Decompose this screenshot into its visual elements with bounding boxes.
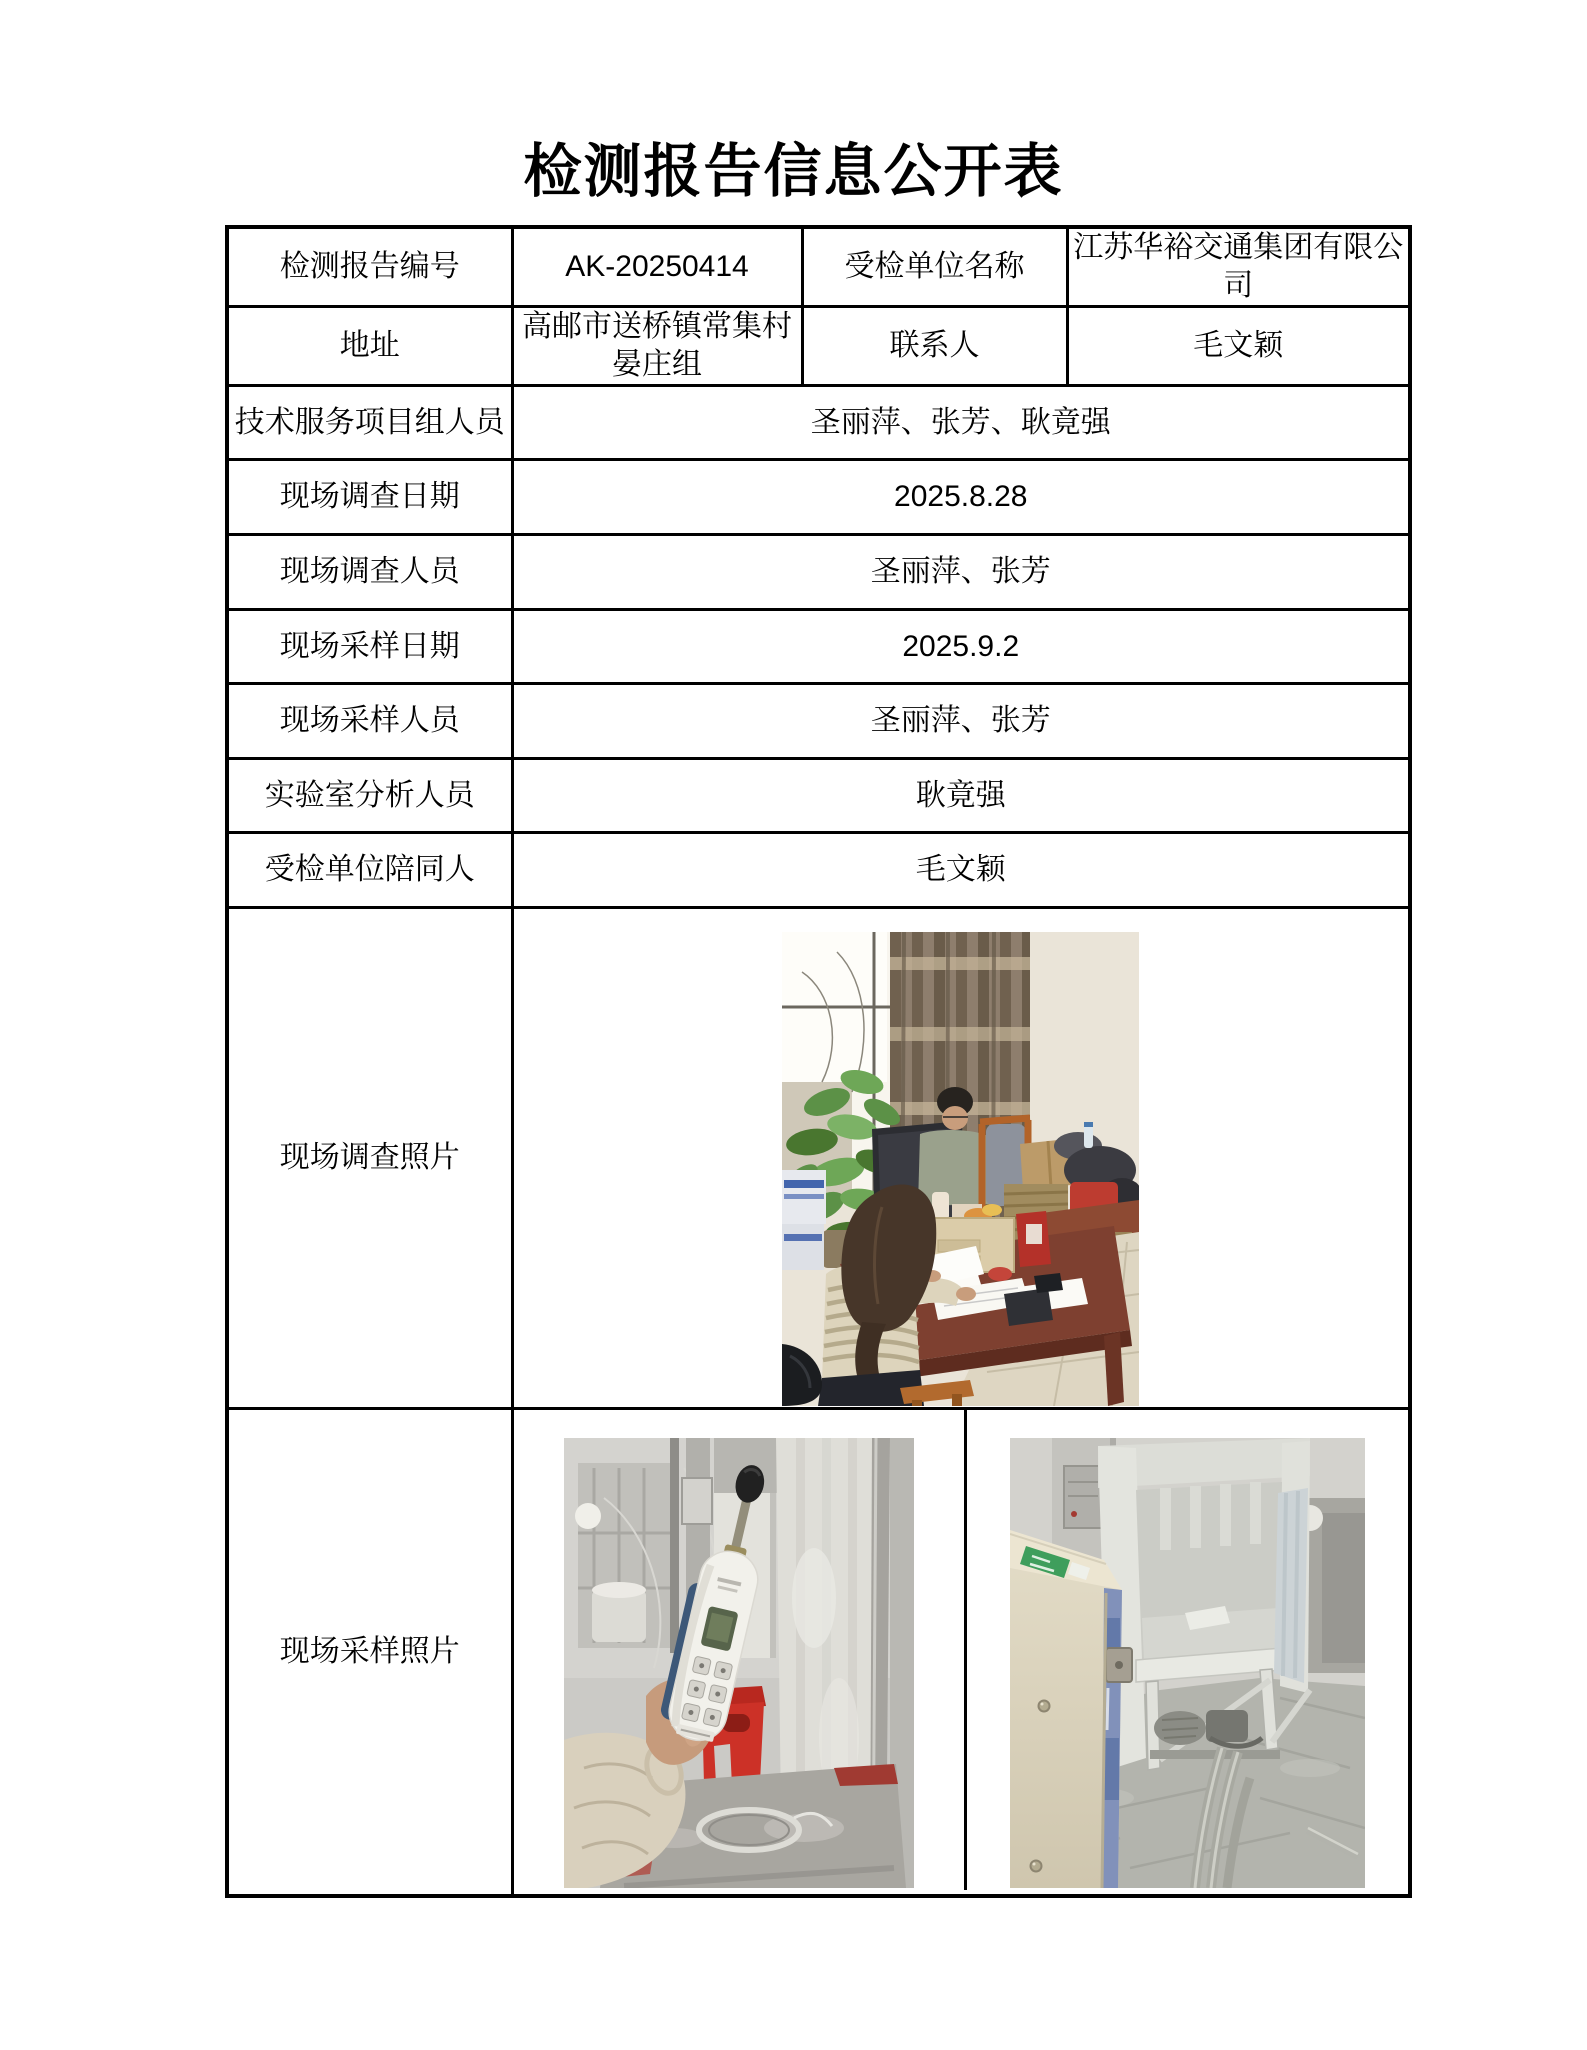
sampling-photo-right: [1010, 1438, 1365, 1888]
sampling-photo-label: 现场采样照片: [227, 1409, 512, 1896]
survey-staff-label: 现场调查人员: [227, 535, 512, 610]
contact-value: 毛文颖: [1067, 307, 1410, 386]
report-number-value: AK-20250414: [512, 227, 802, 307]
table-row: [227, 684, 1410, 759]
lab-analyst-label: 实验室分析人员: [227, 759, 512, 833]
table-row: [227, 535, 1410, 610]
report-info-table: [225, 225, 1412, 1898]
table-row: [227, 227, 1410, 307]
sampling-date-label: 现场采样日期: [227, 610, 512, 684]
sampling-staff-label: 现场采样人员: [227, 684, 512, 759]
sampling-photo-right-pane: [964, 1410, 1409, 1890]
accompanying-person-label: 受检单位陪同人: [227, 833, 512, 908]
survey-date-label: 现场调查日期: [227, 460, 512, 535]
table-row: [227, 460, 1410, 535]
project-team-value: 圣丽萍、张芳、耿竟强: [512, 386, 1410, 460]
accompanying-person-value: 毛文颖: [512, 833, 1410, 908]
inspected-unit-label: 受检单位名称: [802, 227, 1067, 307]
address-value: 高邮市送桥镇常集村晏庄组: [512, 307, 802, 386]
survey-date-value: 2025.8.28: [512, 460, 1410, 535]
inspected-unit-value: 江苏华裕交通集团有限公司: [1067, 227, 1410, 307]
table-row: [227, 610, 1410, 684]
table-row: [227, 759, 1410, 833]
sampling-date-value: 2025.9.2: [512, 610, 1410, 684]
survey-photo-cell: [512, 908, 1410, 1409]
sampling-staff-value: 圣丽萍、张芳: [512, 684, 1410, 759]
sampling-photo-left: [564, 1438, 914, 1888]
sampling-photo-left-pane: [514, 1410, 964, 1890]
page-title: 检测报告信息公开表: [523, 139, 1064, 204]
table-row: [227, 307, 1410, 386]
survey-photo: [782, 932, 1139, 1406]
address-label: 地址: [227, 307, 512, 386]
survey-staff-value: 圣丽萍、张芳: [512, 535, 1410, 610]
sampling-photo-cell: [512, 1409, 1410, 1896]
report-number-label: 检测报告编号: [227, 227, 512, 307]
table-row: [227, 386, 1410, 460]
survey-photo-label: 现场调查照片: [227, 908, 512, 1409]
contact-label: 联系人: [802, 307, 1067, 386]
project-team-label: 技术服务项目组人员: [227, 386, 512, 460]
lab-analyst-value: 耿竟强: [512, 759, 1410, 833]
table-row: [227, 833, 1410, 908]
table-row: [227, 908, 1410, 1409]
table-row: [227, 1409, 1410, 1896]
